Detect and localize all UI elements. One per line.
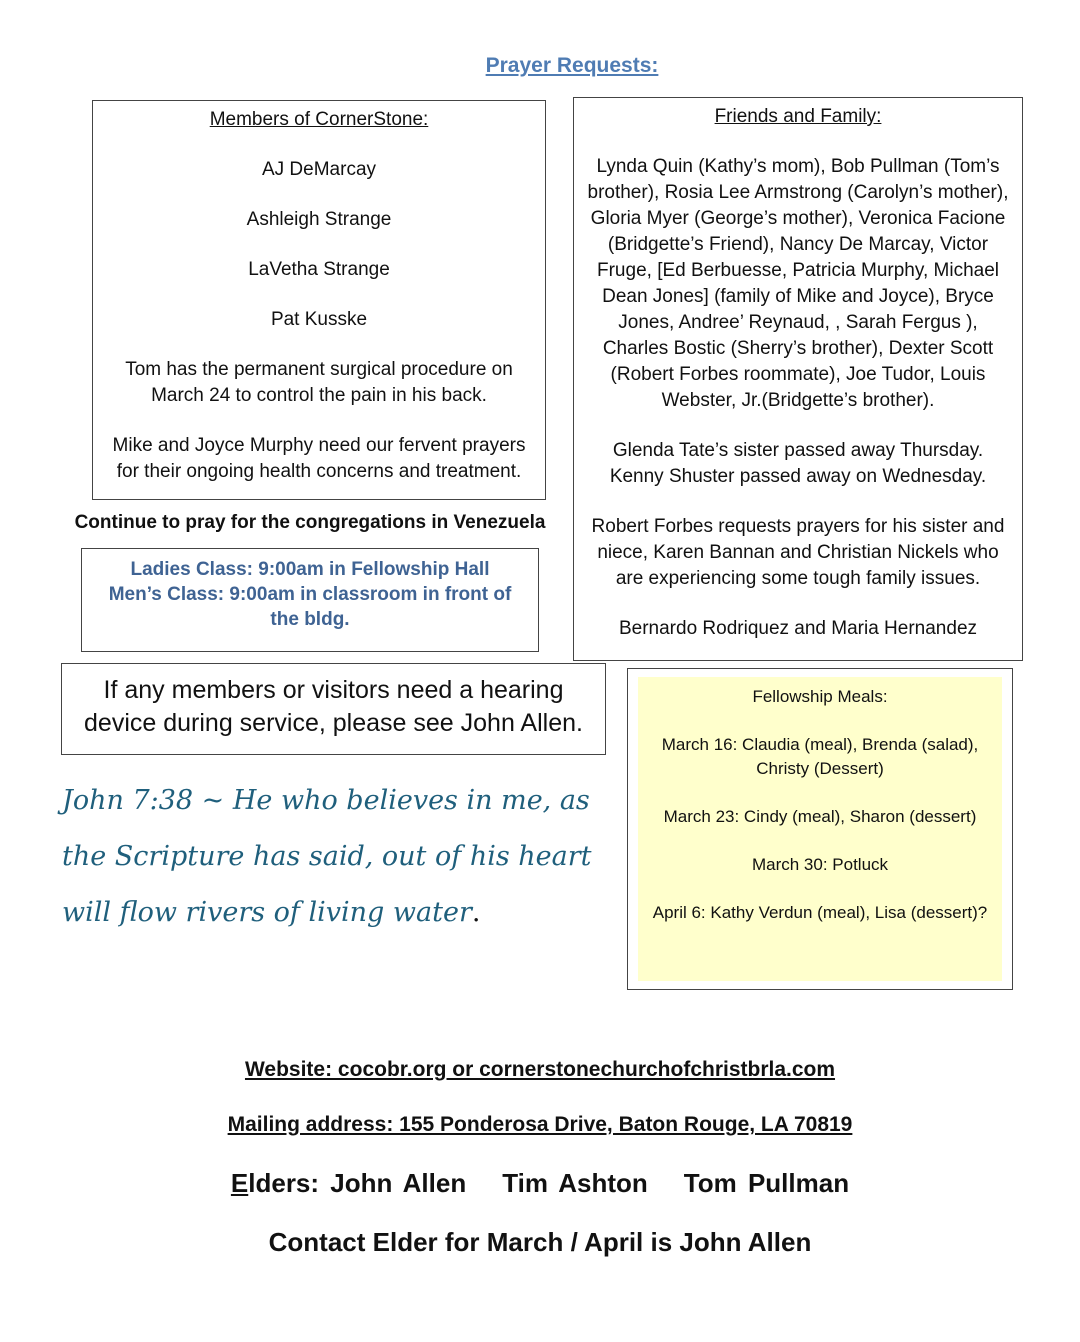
elder-name: Tim Ashton [502, 1168, 648, 1198]
scripture-verse [62, 773, 622, 941]
meals-heading: Fellowship Meals: [752, 687, 888, 706]
meal-item: March 16: Claudia (meal), Brenda (salad), Christy (Dessert) [661, 735, 979, 778]
friends-robert: Robert Forbes requests prayers for his sister and niece, Karen Bannan and Christian Nickels who are experiencing some tough family issues. [591, 516, 1005, 589]
member-name: LaVetha Strange [248, 259, 390, 280]
elders-label-initial: E [230, 1168, 249, 1198]
fellowship-meals-panel [638, 677, 1002, 981]
elder-name: John Allen [330, 1168, 467, 1198]
members-prayer-box [92, 100, 546, 500]
venezuela-prayer-note: Continue to pray for the congregations in Venezuela [74, 512, 546, 533]
classes-box [81, 548, 539, 652]
friends-list: Lynda Quin (Kathy’s mom), Bob Pullman (Tom’s brother), Rosia Lee Armstrong (Carolyn’s mother), Gloria Myer (George’s mother), Veronica Facione (Bridgette’s Friend), Nancy De Marcay, Victor Fruge, [Ed Berbuesse, Patricia Murphy, Michael Dean Jones] (family of Mike and Joyce), Bryce Jones, Andree’ Reynaud, , Sarah Fergus ), Charles Bostic (Sherry’s brother), Dexter Scott (Robert Forbes roommate), Joe Tudor, Louis Webster, Jr.(Bridgette’s brother). [587, 156, 1009, 411]
verse-end: . [471, 897, 481, 928]
friends-kenny: Kenny Shuster passed away on Wednesday. [609, 466, 987, 487]
friends-family-box [573, 97, 1023, 661]
elders-line [0, 1168, 1080, 1199]
hearing-text: If any members or visitors need a hearing device during service, please see John Allen. [84, 676, 583, 737]
elders-label: lders: [248, 1168, 331, 1198]
fellowship-meals-box [627, 668, 1013, 990]
page-title: Prayer Requests: [485, 54, 659, 77]
ladies-class: Ladies Class: 9:00am in Fellowship Hall [130, 559, 490, 580]
meal-item: April 6: Kathy Verdun (meal), Lisa (dessert)? [652, 903, 988, 922]
mailing-address-line [0, 1113, 1080, 1137]
website-text: Website: cocobr.org or cornerstonechurchofchristbrla.com [244, 1058, 836, 1081]
member-name: Ashleigh Strange [246, 209, 392, 230]
meal-item: March 23: Cindy (meal), Sharon (dessert) [663, 807, 977, 826]
contact-elder-line: Contact Elder for March / April is John Allen [268, 1227, 812, 1257]
member-note: Mike and Joyce Murphy need our fervent prayers for their ongoing health concerns and treatment. [112, 435, 526, 482]
elder-name: Tom Pullman [683, 1168, 850, 1198]
friends-bernardo: Bernardo Rodriquez and Maria Hernandez [618, 618, 978, 639]
member-name: Pat Kusske [270, 309, 368, 330]
friends-glenda: Glenda Tate’s sister passed away Thursday. [612, 440, 984, 461]
members-heading: Members of CornerStone: [209, 109, 429, 130]
hearing-device-notice [61, 663, 606, 755]
mens-class: Men’s Class: 9:00am in classroom in front of the bldg. [108, 584, 512, 630]
website-line [0, 1058, 1080, 1082]
member-note: Tom has the permanent surgical procedure on March 24 to control the pain in his back. [125, 359, 513, 406]
meal-item: March 30: Potluck [751, 855, 889, 874]
friends-heading: Friends and Family: [714, 106, 882, 127]
verse-text: John 7:38 ~ He who believes in me, as the Scripture has said, out of his heart will flow rivers of living water [62, 785, 592, 928]
mailing-text: Mailing address: 155 Ponderosa Drive, Baton Rouge, LA 70819 [227, 1113, 853, 1136]
member-name: AJ DeMarcay [261, 159, 377, 180]
